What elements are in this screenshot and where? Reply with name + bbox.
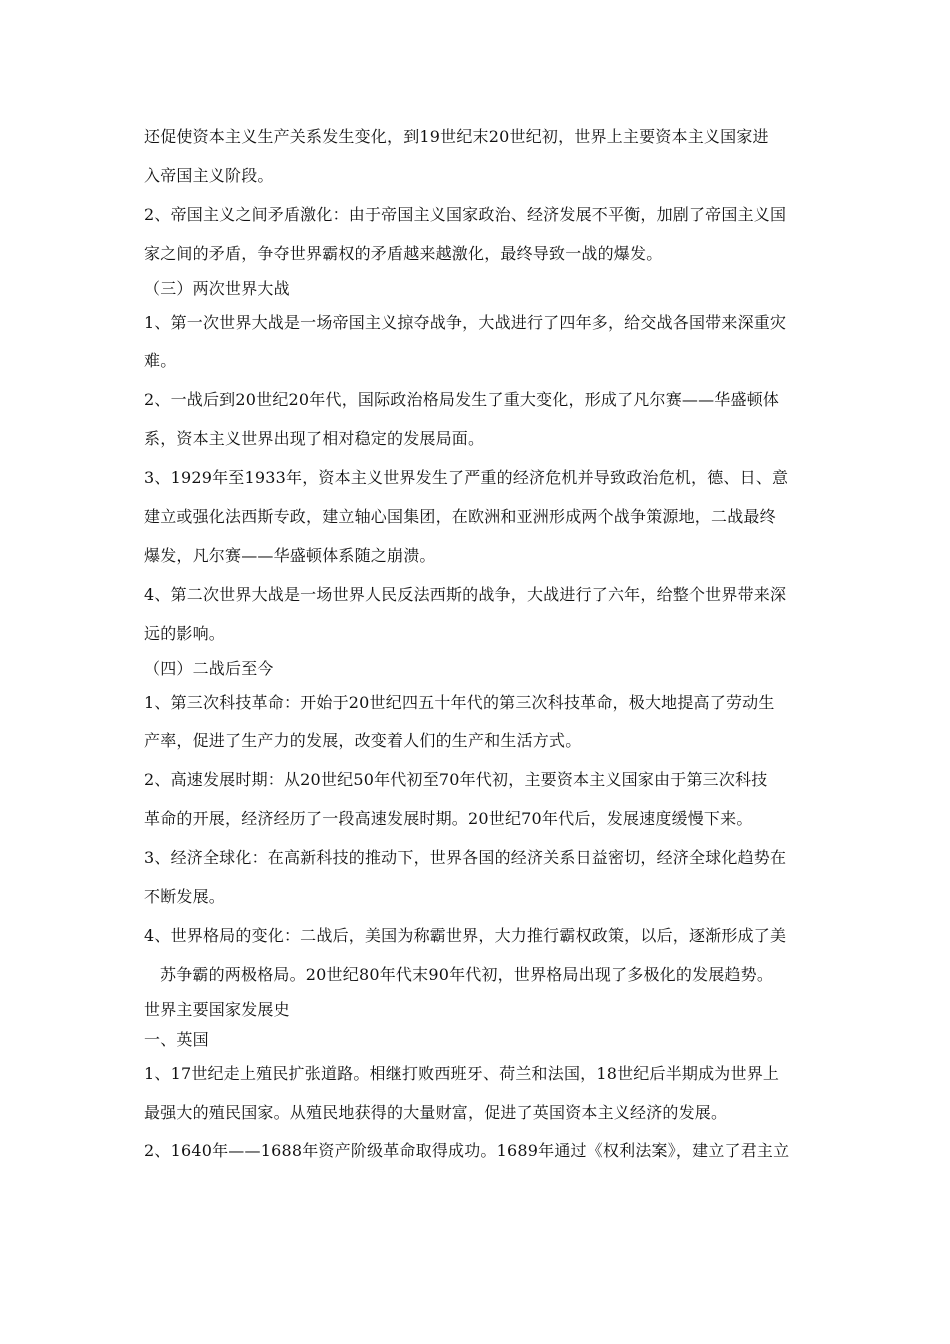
text-line: 还促使资本主义生产关系发生变化，到19世纪末20世纪初，世界上主要资本主义国家进 <box>144 127 769 146</box>
text-line: 家之间的矛盾，争夺世界霸权的矛盾越来越激化，最终导致一战的爆发。 <box>144 243 663 263</box>
text-line: 2、高速发展时期：从20世纪50年代初至70年代初，主要资本主义国家由于第三次科技 <box>144 770 768 790</box>
text-line: 革命的开展，经济经历了一段高速发展时期。20世纪70年代后，发展速度缓慢下来。 <box>144 809 753 829</box>
text-line: 3、经济全球化：在高新科技的推动下，世界各国的经济关系日益密切，经济全球化趋势在 <box>144 848 787 868</box>
text-line: 苏争霸的两极格局。20世纪80年代末90年代初，世界格局出现了多极化的发展趋势。 <box>160 964 774 984</box>
text-line: 2、帝国主义之间矛盾激化：由于帝国主义国家政治、经济发展不平衡，加剧了帝国主义国 <box>144 204 787 224</box>
document-body <box>144 118 812 1171</box>
text-line: 1、17世纪走上殖民扩张道路。相继打败西班牙、荷兰和法国，18世纪后半期成为世界上 <box>144 1063 780 1083</box>
section-heading: （三）两次世界大战 <box>144 278 290 298</box>
text-line: 最强大的殖民国家。从殖民地获得的大量财富，促进了英国资本主义经济的发展。 <box>144 1102 728 1122</box>
section-heading: （四）二战后至今 <box>144 658 274 678</box>
section-heading: 世界主要国家发展史 <box>144 999 290 1019</box>
text-line: 难。 <box>144 351 177 371</box>
text-line: 2、1640年——1688年资产阶级革命取得成功。1689年通过《权利法案》，建立了君主立 <box>144 1141 790 1161</box>
text-line: 2、一战后到20世纪20年代，国际政治格局发生了重大变化，形成了凡尔赛——华盛顿体 <box>144 390 780 410</box>
text-line: 产率，促进了生产力的发展，改变着人们的生产和生活方式。 <box>144 731 582 751</box>
text-line: 建立或强化法西斯专政，建立轴心国集团，在欧洲和亚洲形成两个战争策源地，二战最终 <box>144 507 776 527</box>
text-line: 爆发，凡尔赛——华盛顿体系随之崩溃。 <box>144 545 436 565</box>
text-line: 系，资本主义世界出现了相对稳定的发展局面。 <box>144 429 485 449</box>
text-line: 4、第二次世界大战是一场世界人民反法西斯的战争，大战进行了六年，给整个世界带来深 <box>144 584 787 604</box>
text-line: 远的影响。 <box>144 623 226 643</box>
text-line: 1、第三次科技革命：开始于20世纪四五十年代的第三次科技革命，极大地提高了劳动生 <box>144 692 775 712</box>
text-line: 不断发展。 <box>144 887 226 907</box>
text-line: 4、世界格局的变化：二战后，美国为称霸世界，大力推行霸权政策，以后，逐渐形成了美 <box>144 925 787 945</box>
subsection-heading: 一、英国 <box>144 1029 209 1049</box>
text-line: 3、1929年至1933年，资本主义世界发生了严重的经济危机并导致政治危机，德、日、意 <box>144 468 789 488</box>
text-line: 1、第一次世界大战是一场帝国主义掠夺战争，大战进行了四年多，给交战各国带来深重灾 <box>144 312 787 332</box>
text-line: 入帝国主义阶段。 <box>144 165 274 185</box>
